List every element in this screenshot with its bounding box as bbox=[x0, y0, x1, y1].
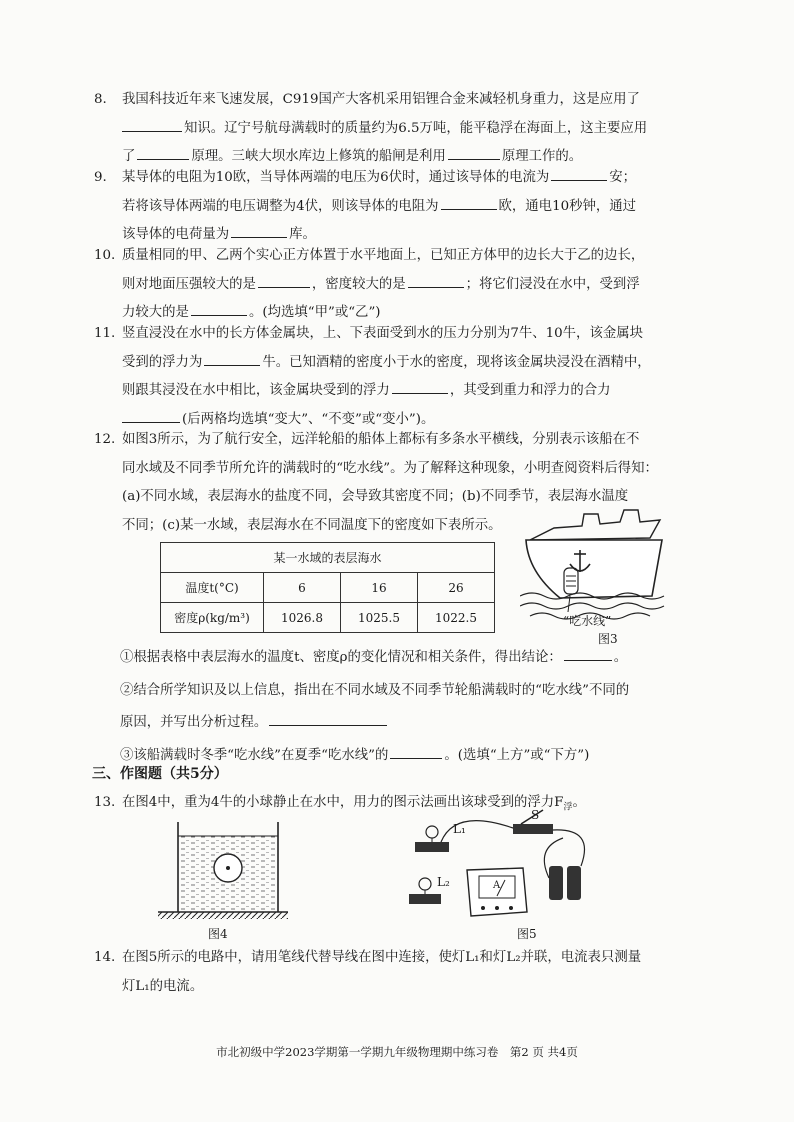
table-row: 温度t(°C) 6 16 26 bbox=[161, 573, 495, 603]
answer-blank[interactable] bbox=[390, 744, 442, 759]
answer-blank[interactable] bbox=[191, 301, 247, 316]
question-9: 9. 某导体的电阻为10欧，当导体两端的电压为6伏时，通过该导体的电流为 安； 若将该导体两端的电压调整为4伏，则该导体的电阻为 欧，通电10秒钟，通过 该导体的电荷量为 库。 bbox=[122, 164, 688, 250]
answer-blank[interactable] bbox=[204, 351, 260, 366]
answer-blank[interactable] bbox=[551, 166, 607, 181]
answer-blank[interactable] bbox=[269, 711, 387, 726]
question-number: 13. bbox=[94, 795, 116, 810]
answer-blank[interactable] bbox=[231, 223, 287, 238]
answer-blank[interactable] bbox=[137, 145, 189, 160]
answer-blank[interactable] bbox=[122, 408, 180, 423]
table-title: 某一水域的表层海水 bbox=[161, 543, 495, 573]
section-3-heading: 三、作图题（共5分） bbox=[92, 766, 228, 782]
answer-blank[interactable] bbox=[441, 195, 497, 210]
answer-blank[interactable] bbox=[448, 145, 500, 160]
lamp-l1-base bbox=[415, 842, 449, 852]
answer-blank[interactable] bbox=[564, 646, 612, 661]
question-number: 9. bbox=[94, 170, 107, 185]
waterline-label: “吃水线” bbox=[563, 614, 612, 628]
question-12: 12. 如图3所示，为了航行安全，远洋轮船的船体上都标有多条水平横线，分别表示该船在不 同水域及不同季节所允许的满载时的“吃水线”。为了解释这种现象，小明查阅资料后得知： (a)不同水域，表层海水的盐度不同，会导致其密度不同；(b)不同季节，表层海水温度 不同；(c)某一水域，表层海水在不同温度下的密度如下表所示。 bbox=[122, 426, 688, 540]
table-row: 密度ρ(kg/m³) 1026.8 1025.5 1022.5 bbox=[161, 603, 495, 633]
beaker-figure bbox=[150, 822, 290, 922]
ship-figure bbox=[520, 500, 670, 630]
switch-s-label: S bbox=[531, 808, 540, 822]
page-footer: 市北初级中学2023学期第一学期九年级物理期中练习卷 第2 页 共4页 bbox=[216, 1045, 578, 1059]
answer-blank[interactable] bbox=[122, 117, 182, 132]
question-number: 8. bbox=[94, 92, 107, 107]
answer-blank[interactable] bbox=[392, 379, 448, 394]
figure-5-caption: 图5 bbox=[517, 927, 537, 941]
figure-4-caption: 图4 bbox=[208, 927, 228, 941]
question-number: 12. bbox=[94, 432, 116, 447]
seawater-density-table bbox=[160, 542, 495, 633]
question-11: 11. 竖直浸没在水中的长方体金属块，上、下表面受到水的压力分别为7牛、10牛，该金属块 受到的浮力为 牛。已知酒精的密度小于水的密度，现将该金属块浸没在酒精中， 则跟其浸没在水中相比，该金属块受到的浮力 ，其受到重力和浮力的合力 (后两格均选填“变大”、“不变”或“变小”)。 bbox=[122, 320, 688, 434]
answer-blank[interactable] bbox=[258, 273, 310, 288]
question-12-subparts: ①根据表格中表层海水的温度t、密度ρ的变化情况和相关条件，得出结论： 。 ②结合所学知识及以上信息，指出在不同水域及不同季节轮船满载时的“吃水线”不同的 原因，并写出分析过程。 ③该船满载时冬季“吃水线”在夏季“吃水线”的 。(选填“上方”或“下方”) bbox=[120, 644, 690, 770]
circuit-figure bbox=[405, 808, 615, 936]
question-13: 13. 在图4中，重为4牛的小球静止在水中，用力的图示法画出该球受到的浮力$F_浮$。 bbox=[122, 789, 688, 822]
ammeter-label: A bbox=[493, 880, 501, 891]
question-number: 10. bbox=[94, 248, 116, 263]
question-10: 10. 质量相同的甲、乙两个实心正方体置于水平地面上，已知正方体甲的边长大于乙的边长， 则对地面压强较大的是 ，密度较大的是 ；将它们浸没在水中，受到浮 力较大的是 。(均选填“甲”或“乙”) bbox=[122, 242, 688, 328]
question-number: 11. bbox=[94, 326, 116, 341]
question-number: 14. bbox=[94, 950, 116, 965]
answer-blank[interactable] bbox=[408, 273, 464, 288]
question-14: 14. 在图5所示的电路中，请用笔线代替导线在图中连接，使灯L₁和灯L₂并联，电流表只测量 灯L₁的电流。 bbox=[122, 944, 688, 1001]
lamp-l2-label: L₂ bbox=[437, 875, 450, 889]
lamp-l1-label: L₁ bbox=[453, 822, 466, 836]
question-8: 8. 我国科技近年来飞速发展，C919国产大客机采用铝锂合金来减轻机身重力，这是应用了 知识。辽宁号航母满载时的质量约为6.5万吨，能平稳浮在海面上，这主要应用 了 原理。三峡大坝水库边上修筑的船闸是利用 原理工作的。 bbox=[122, 86, 688, 172]
figure-3-caption: 图3 bbox=[598, 632, 618, 646]
